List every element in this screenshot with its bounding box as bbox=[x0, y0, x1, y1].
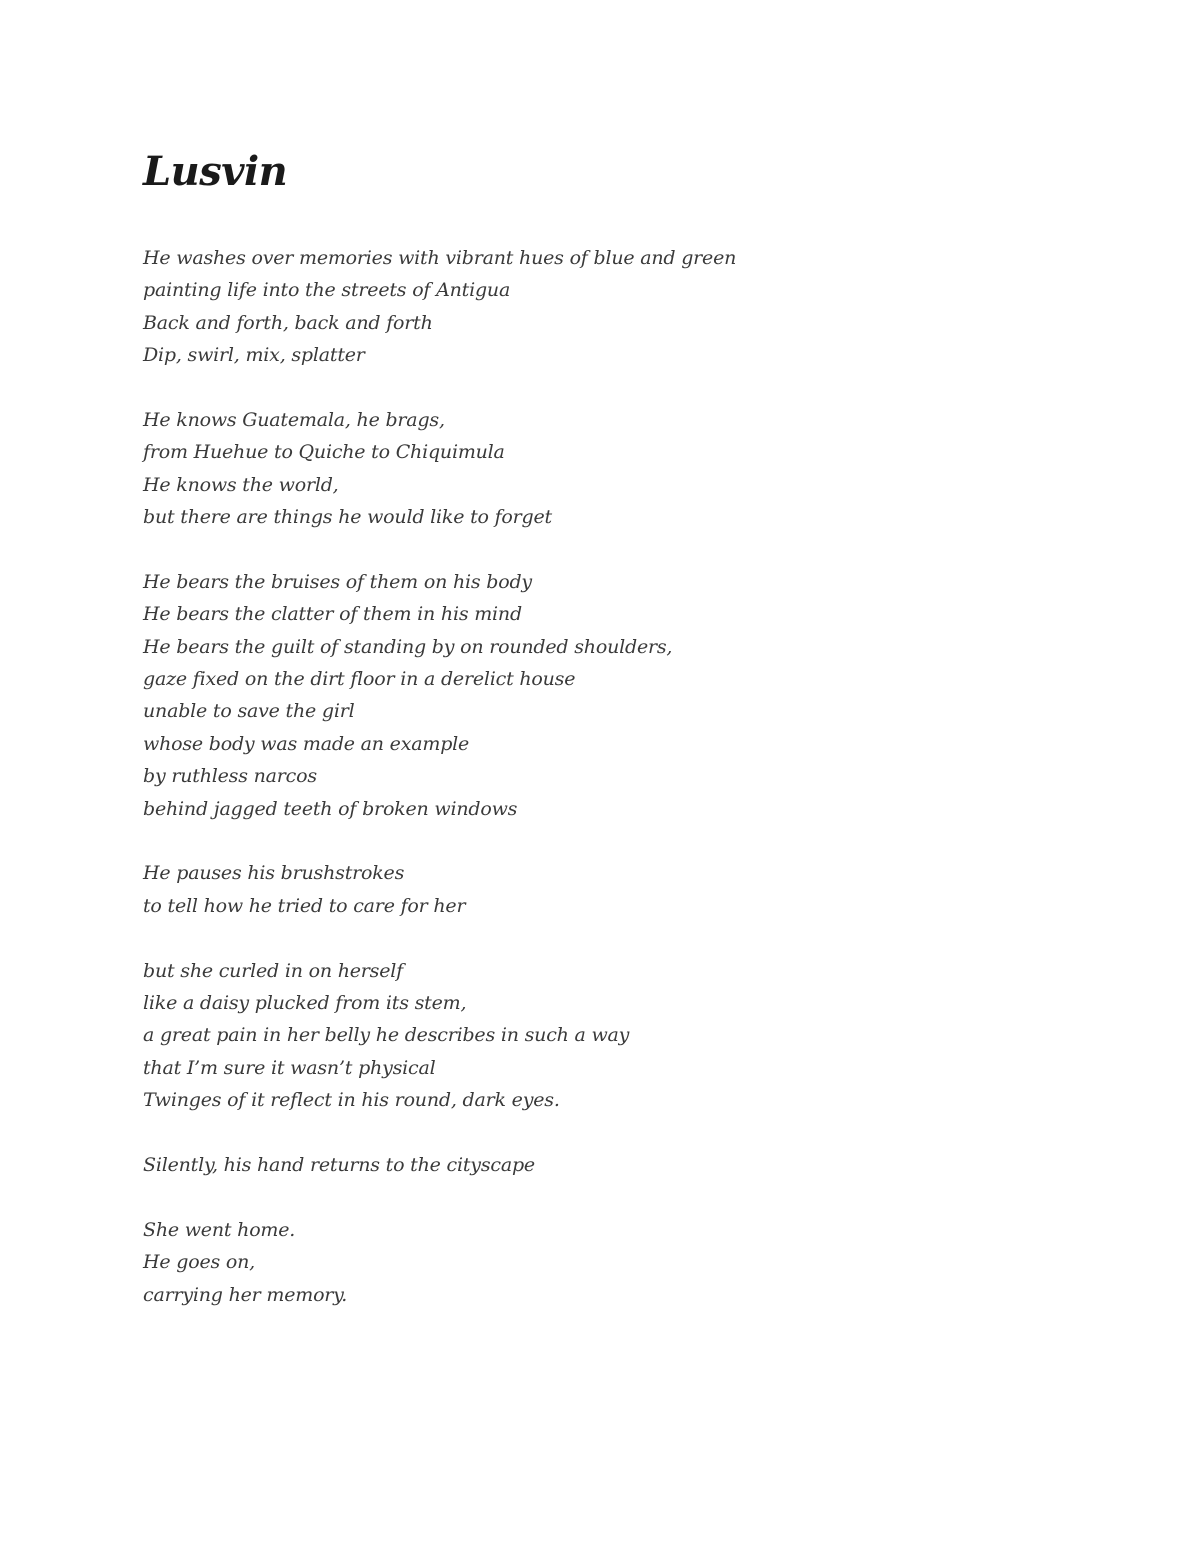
poem-line: a great pain in her belly he describes in such a way bbox=[143, 1024, 630, 1047]
stanza bbox=[143, 955, 1043, 1117]
poem-line: whose body was made an example bbox=[143, 732, 470, 755]
poem-line: gaze fixed on the dirt floor in a derelict house bbox=[143, 668, 576, 691]
poem-line: She went home. bbox=[143, 1218, 296, 1241]
poem-line: but there are things he would like to forget bbox=[143, 506, 552, 529]
poem-line: He knows Guatemala, he brags, bbox=[143, 408, 445, 431]
poem-line: He goes on, bbox=[143, 1251, 256, 1274]
poem-line: like a daisy plucked from its stem, bbox=[143, 991, 467, 1014]
stanza bbox=[143, 566, 1043, 825]
poem-line: Silently, his hand returns to the cityscape bbox=[143, 1153, 535, 1176]
stanza bbox=[143, 1214, 1043, 1311]
poem-line: He bears the clatter of them in his mind bbox=[143, 603, 522, 626]
poem-line: He bears the guilt of standing by on rounded shoulders, bbox=[143, 635, 673, 658]
poem-line: unable to save the girl bbox=[143, 700, 355, 723]
poem-title: Lusvin bbox=[143, 148, 288, 195]
stanza bbox=[143, 857, 1043, 922]
stanza bbox=[143, 404, 1043, 534]
poem-line: He knows the world, bbox=[143, 473, 339, 496]
poem-body bbox=[143, 242, 1043, 1343]
poem-line: by ruthless narcos bbox=[143, 765, 317, 788]
poem-line: but she curled in on herself bbox=[143, 959, 403, 982]
poem-line: behind jagged teeth of broken windows bbox=[143, 797, 518, 820]
poem-line: He pauses his brushstrokes bbox=[143, 862, 405, 885]
poem-line: that I’m sure it wasn’t physical bbox=[143, 1056, 436, 1079]
poem-line: He washes over memories with vibrant hues of blue and green bbox=[143, 247, 737, 269]
stanza bbox=[143, 1149, 1043, 1181]
poem-line: to tell how he tried to care for her bbox=[143, 894, 466, 917]
stanza bbox=[143, 242, 1043, 372]
poem-line: Twinges of it reflect in his round, dark eyes. bbox=[143, 1089, 560, 1112]
poem-line: painting life into the streets of Antigua bbox=[143, 279, 511, 302]
poem-line: Back and forth, back and forth bbox=[143, 311, 433, 334]
poem-line: He bears the bruises of them on his body bbox=[143, 570, 532, 593]
poem-line: Dip, swirl, mix, splatter bbox=[143, 344, 365, 367]
poem-line: carrying her memory. bbox=[143, 1283, 348, 1306]
poem-line: from Huehue to Quiche to Chiquimula bbox=[143, 441, 505, 464]
